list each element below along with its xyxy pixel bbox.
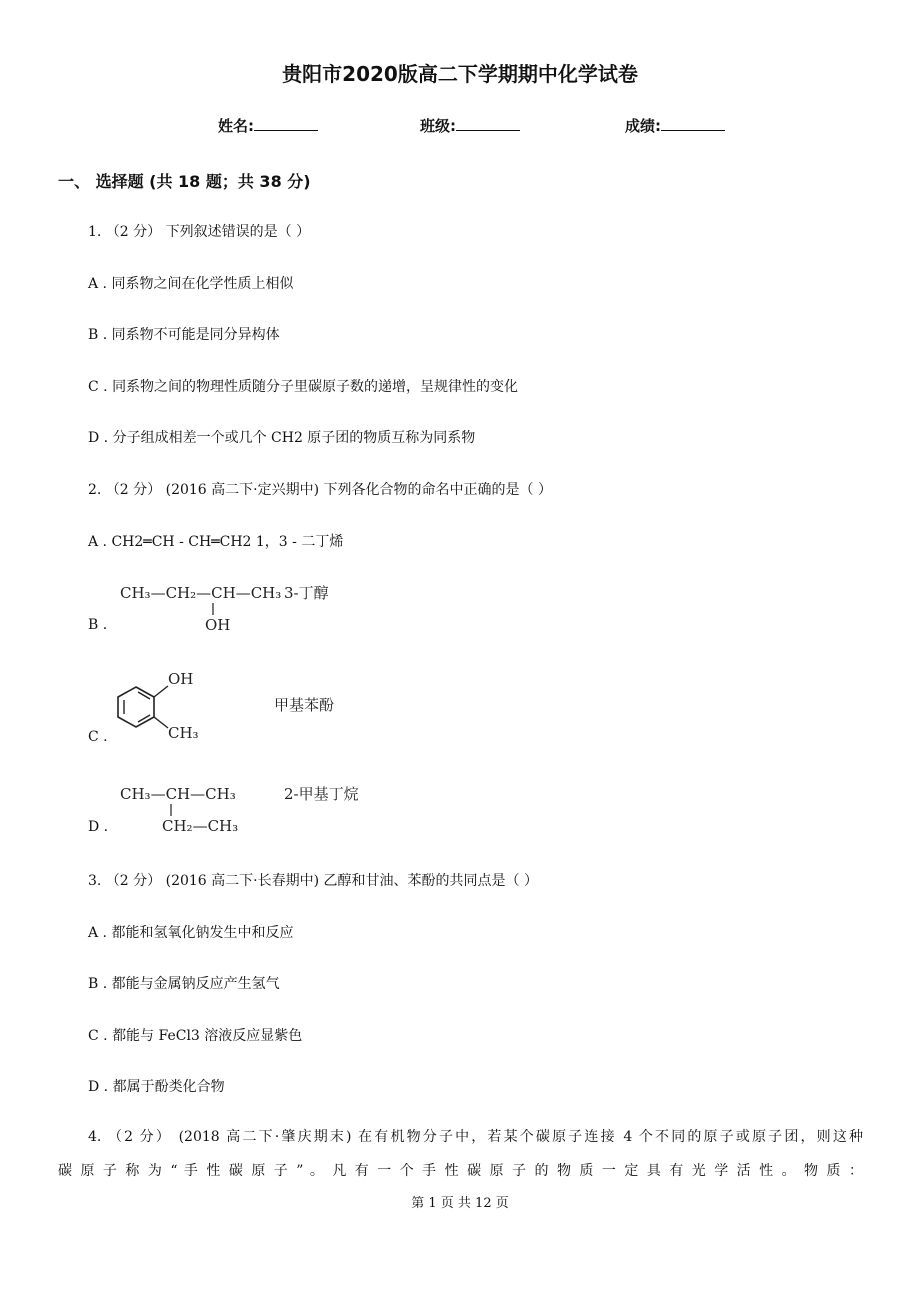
structure-d-branch: CH₂—CH₃ (162, 817, 239, 835)
question-1-option-d: D . 分子组成相差一个或几个 CH2 原子团的物质互称为同系物 (88, 430, 476, 446)
question-2-option-a: A . CH2═CH - CH═CH2 1，3 - 二丁烯 (88, 534, 344, 550)
class-blank (456, 116, 520, 131)
page-title: 贵阳市2020版高二下学期期中化学试卷 (282, 62, 638, 86)
page-footer: 第 1 页 共 12 页 (411, 1196, 509, 1211)
structure-d-name: 2-甲基丁烷 (284, 785, 359, 803)
question-3-option-b: B . 都能与金属钠反应产生氢气 (88, 976, 280, 992)
score-blank (661, 116, 725, 131)
question-2-option-c-letter: C . (88, 729, 108, 745)
name-field (218, 115, 318, 136)
question-3-option-d: D . 都属于酚类化合物 (88, 1079, 225, 1095)
question-4-stem-line-1: 4. （2 分） (2018 高二下·肇庆期末) 在有机物分子中，若某个碳原子连接 4 个不同的原子或原子团，则这种 (88, 1129, 863, 1145)
structure-c-oh: OH (168, 670, 194, 688)
ch3-bond (154, 717, 168, 728)
question-2-option-d-letter: D . (88, 819, 109, 835)
question-3-option-a: A . 都能和氢氧化钠发生中和反应 (88, 925, 294, 941)
name-blank (254, 116, 318, 131)
structure-b-diagram (116, 578, 356, 636)
section-heading: 一、 选择题 (共 18 题；共 38 分) (58, 172, 311, 191)
question-2-option-b-letter: B . (88, 617, 108, 633)
question-1-stem: 1. （2 分） 下列叙述错误的是（ ） (88, 224, 311, 240)
question-4-stem-line-2: 碳 原 子 称 为 “ 手 性 碳 原 子 ” 。 凡 有 一 个 手 性 碳 原 子 的 物 质 一 定 具 有 光 学 活 性 。 物 质 ： (58, 1163, 863, 1179)
question-3-option-c: C . 都能与 FeCl3 溶液反应显紫色 (88, 1028, 303, 1044)
structure-c-diagram (116, 664, 356, 746)
question-3-stem: 3. （2 分） (2016 高二下·长春期中) 乙醇和甘油、苯酚的共同点是（ ） (88, 873, 538, 889)
class-field (420, 115, 520, 136)
class-label: 班级: (420, 117, 456, 135)
structure-b-name: 3-丁醇 (284, 584, 329, 602)
score-field (625, 115, 725, 136)
structure-c-name: 甲基苯酚 (274, 696, 335, 714)
structure-b-chain: CH₃—CH₂—CH—CH₃ (120, 584, 282, 602)
name-label: 姓名: (218, 117, 254, 135)
structure-d-chain: CH₃—CH—CH₃ (120, 785, 236, 803)
structure-b-branch: OH (205, 616, 231, 634)
structure-c-ch3: CH₃ (168, 724, 199, 742)
question-1-option-a: A . 同系物之间在化学性质上相似 (88, 276, 294, 292)
score-label: 成绩: (625, 117, 661, 135)
question-1-option-b: B . 同系物不可能是同分异构体 (88, 327, 280, 343)
question-1-option-c: C . 同系物之间的物理性质随分子里碳原子数的递增，呈规律性的变化 (88, 379, 519, 395)
structure-d-diagram (116, 778, 376, 838)
question-2-stem: 2. （2 分） (2016 高二下·定兴期中) 下列各化合物的命名中正确的是（ ） (88, 482, 552, 498)
oh-bond (154, 686, 168, 697)
